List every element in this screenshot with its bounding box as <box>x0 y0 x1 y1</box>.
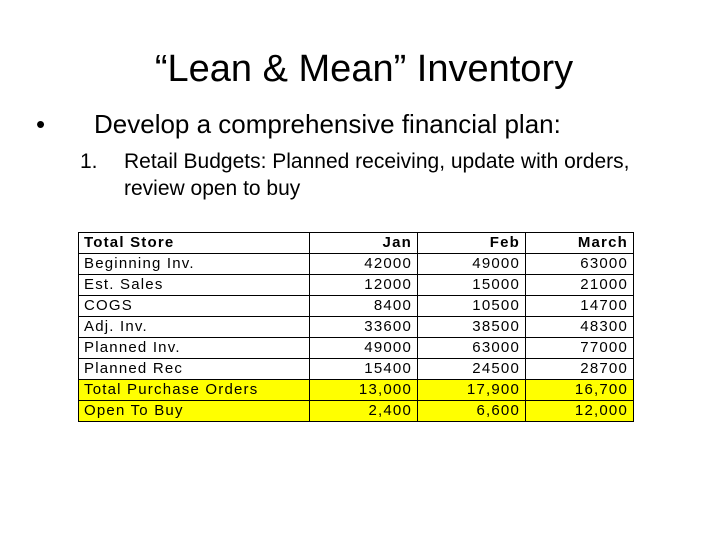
cell-feb: 10500 <box>418 296 526 317</box>
cell-march: 16,700 <box>526 380 634 401</box>
row-label: Planned Inv. <box>79 338 310 359</box>
row-label: COGS <box>79 296 310 317</box>
cell-march: 14700 <box>526 296 634 317</box>
cell-jan: 15400 <box>310 359 418 380</box>
item-text: Retail Budgets: Planned receiving, update with orders, review open to buy <box>124 150 630 200</box>
cell-march: 21000 <box>526 275 634 296</box>
cell-feb: 38500 <box>418 317 526 338</box>
table-row <box>79 254 634 275</box>
cell-march: 28700 <box>526 359 634 380</box>
cell-jan: 33600 <box>310 317 418 338</box>
header-jan: Jan <box>310 233 418 254</box>
slide-title: “Lean & Mean” Inventory <box>154 48 574 90</box>
row-label: Total Purchase Orders <box>79 380 310 401</box>
cell-feb: 6,600 <box>418 401 526 422</box>
table-row-highlighted <box>79 401 634 422</box>
row-label: Adj. Inv. <box>79 317 310 338</box>
cell-jan: 42000 <box>310 254 418 275</box>
bullet-symbol: • <box>36 109 46 139</box>
cell-feb: 49000 <box>418 254 526 275</box>
item-number: 1. <box>80 150 98 173</box>
cell-feb: 24500 <box>418 359 526 380</box>
row-label: Est. Sales <box>79 275 310 296</box>
row-label: Planned Rec <box>79 359 310 380</box>
table-row-highlighted <box>79 380 634 401</box>
row-label: Beginning Inv. <box>79 254 310 275</box>
cell-march: 63000 <box>526 254 634 275</box>
cell-jan: 8400 <box>310 296 418 317</box>
cell-march: 77000 <box>526 338 634 359</box>
cell-jan: 2,400 <box>310 401 418 422</box>
cell-jan: 12000 <box>310 275 418 296</box>
row-label: Open To Buy <box>79 401 310 422</box>
cell-jan: 13,000 <box>310 380 418 401</box>
header-feb: Feb <box>418 233 526 254</box>
table-row <box>79 275 634 296</box>
table-row <box>79 338 634 359</box>
header-march: March <box>526 233 634 254</box>
header-total-store: Total Store <box>79 233 310 254</box>
cell-march: 12,000 <box>526 401 634 422</box>
table-row <box>79 359 634 380</box>
cell-jan: 49000 <box>310 338 418 359</box>
table-header-row <box>79 233 634 254</box>
cell-feb: 15000 <box>418 275 526 296</box>
cell-feb: 17,900 <box>418 380 526 401</box>
table-row <box>79 317 634 338</box>
inventory-table <box>78 232 634 422</box>
cell-feb: 63000 <box>418 338 526 359</box>
table-row <box>79 296 634 317</box>
cell-march: 48300 <box>526 317 634 338</box>
bullet-text: Develop a comprehensive financial plan: <box>94 109 561 139</box>
